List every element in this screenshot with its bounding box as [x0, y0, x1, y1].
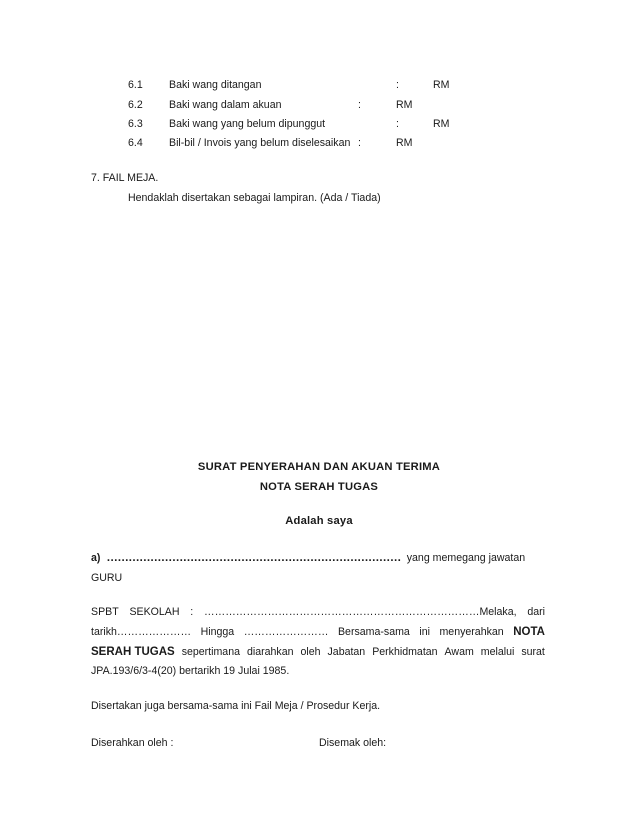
word: oleh: [300, 646, 321, 658]
word: dari: [527, 606, 545, 618]
word: Perkhidmatan: [372, 646, 438, 658]
item-colon: :: [396, 118, 399, 130]
declaration-line-4: [91, 626, 545, 639]
word: :: [190, 606, 194, 618]
word: melalui: [480, 646, 515, 658]
word: diarahkan: [246, 646, 294, 658]
item-label: Baki wang yang belum dipunggut: [169, 118, 326, 130]
word: Jabatan: [327, 646, 366, 658]
checked-by-label: Disemak oleh:: [319, 737, 387, 749]
date-to-blank: ……………………: [243, 626, 329, 638]
item-currency: RM: [433, 79, 450, 91]
word: SPBT: [91, 606, 119, 618]
letter-title: SURAT PENYERAHAN DAN AKUAN TERIMA: [197, 461, 441, 473]
bold-word: SERAH TUGAS: [91, 646, 175, 658]
item-number: 6.3: [128, 118, 143, 130]
item-colon: :: [358, 137, 361, 149]
word: Hingga: [200, 626, 235, 638]
letter-intro-heading: Adalah saya: [285, 515, 353, 527]
word: ini: [419, 626, 430, 638]
section7-heading: 7. FAIL MEJA.: [91, 172, 159, 184]
item-colon: :: [396, 79, 399, 91]
position-text: yang memegang jawatan: [406, 552, 526, 564]
item-number: 6.1: [128, 79, 143, 91]
item-currency: RM: [396, 99, 413, 111]
declaration-line-3: [91, 606, 545, 619]
item-currency: RM: [433, 118, 450, 130]
item-number: 6.2: [128, 99, 143, 111]
item-number: 6.4: [128, 137, 143, 149]
word: Bersama-sama: [337, 626, 410, 638]
name-blank: ………………………………………………………………………: [106, 552, 401, 564]
declaration-line-1: [91, 552, 545, 565]
word: surat: [521, 646, 545, 658]
item-letter-a: a): [91, 552, 101, 564]
section7-text: Hendaklah disertakan sebagai lampiran. (Ada / Tiada): [128, 192, 381, 204]
position-name: GURU: [91, 572, 123, 584]
item-colon: :: [358, 99, 361, 111]
bold-word: NOTA: [513, 626, 545, 638]
school-blank: ……………………………………………………………………Melaka,: [204, 606, 517, 618]
word: SEKOLAH: [129, 606, 180, 618]
item-label: Baki wang dalam akuan: [169, 99, 282, 111]
item-currency: RM: [396, 137, 413, 149]
attachment-line: Disertakan juga bersama-sama ini Fail Meja / Prosedur Kerja.: [91, 700, 381, 712]
word: sepertimana: [181, 646, 240, 658]
word: Awam: [444, 646, 474, 658]
declaration-line-5: [91, 646, 545, 659]
reference-line: JPA.193/6/3-4(20) bertarikh 19 Julai 1985.: [91, 665, 290, 677]
word: menyerahkan: [439, 626, 504, 638]
item-label: Bil-bil / Invois yang belum diselesaikan: [169, 137, 351, 149]
submitted-by-label: Diserahkan oleh :: [91, 737, 174, 749]
letter-subtitle: NOTA SERAH TUGAS: [259, 481, 379, 493]
item-label: Baki wang ditangan: [169, 79, 262, 91]
date-from-blank: tarikh…………………: [91, 626, 192, 638]
